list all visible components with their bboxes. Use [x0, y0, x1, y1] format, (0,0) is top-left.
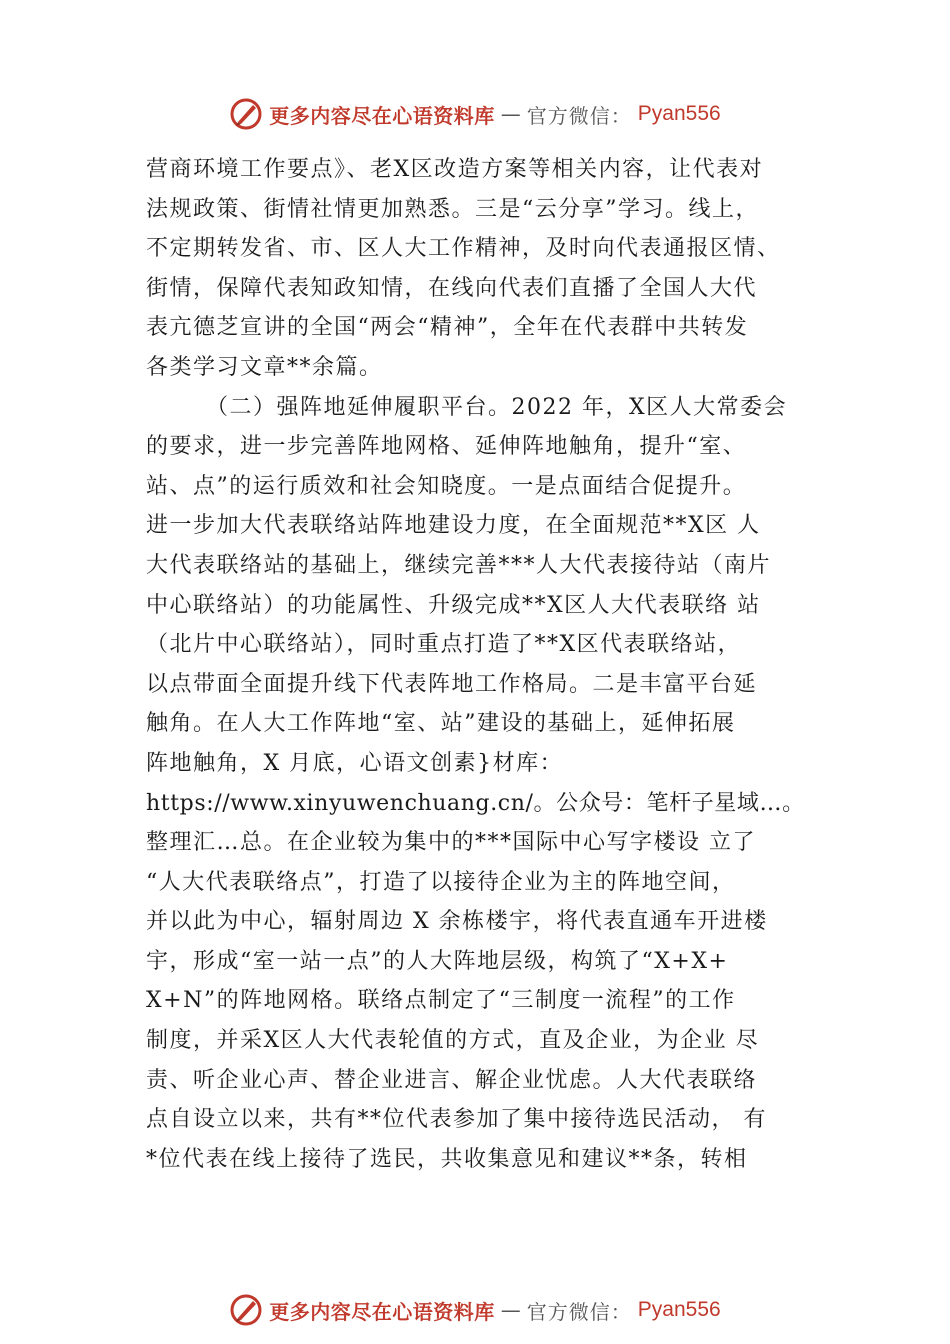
- brand-logo-icon: [229, 1293, 263, 1327]
- body-line: 大代表联络站的基础上，继续完善***人大代表接待站（南片: [146, 552, 772, 578]
- banner-dash: —: [500, 1298, 521, 1322]
- body-line: 中心联络站）的功能属性、升级完成**X区人大代表联络 站: [146, 592, 761, 618]
- body-line: X+N”的阵地网格。联络点制定了“三制度一流程”的工作: [146, 988, 736, 1014]
- body-line: 宇，形成“室一站一点”的人大阵地层级，构筑了“X+X+: [146, 948, 729, 974]
- footer-banner: [0, 1290, 950, 1330]
- body-line: 整理汇…总。在企业较为集中的***国际中心写字楼设 立了: [146, 830, 756, 856]
- body-line: 各类学习文章**余篇。: [146, 354, 383, 380]
- body-line: 站、点”的运行质效和社会知晓度。一是点面结合促提升。: [146, 473, 747, 499]
- banner-official-label: 官方微信：: [526, 1299, 632, 1324]
- banner-wechat-id: Pyan556: [637, 1298, 721, 1321]
- banner-official-label: 官方微信：: [526, 103, 632, 128]
- header-banner: [0, 94, 950, 134]
- body-line: 的要求，进一步完善阵地网格、延伸阵地触角，提升“室、: [146, 434, 747, 460]
- body-line: “人大代表联络点”，打造了以接待企业为主的阵地空间，: [146, 869, 736, 895]
- section-heading-line: （二）强阵地延伸履职平台。2022 年，X区人大常委会: [206, 394, 788, 420]
- document-body: [146, 150, 826, 1179]
- body-line: 以点带面全面提升线下代表阵地工作格局。二是丰富平台延: [146, 671, 758, 697]
- banner-wechat-id: Pyan556: [637, 102, 721, 125]
- body-line: *位代表在线上接待了选民，共收集意见和建议**条，转相: [146, 1146, 748, 1172]
- banner-brand-text: 更多内容尽在心语资料库: [269, 1299, 495, 1324]
- body-line: 法规政策、街情社情更加熟悉。三是“云分享”学习。线上，: [146, 196, 759, 222]
- banner-dash: —: [500, 102, 521, 126]
- body-line: （北片中心联络站），同时重点打造了**X区代表联络站，: [146, 632, 742, 658]
- brand-logo-icon: [229, 97, 263, 131]
- body-line: 街情，保障代表知政知情，在线向代表们直播了全国人大代: [146, 275, 758, 301]
- body-line: 进一步加大代表联络站阵地建设力度，在全面规范**X区 人: [146, 513, 761, 539]
- body-line: 阵地触角，X 月底，心语文创素}材库：: [146, 750, 564, 776]
- body-line: 责、听企业心声、替企业进言、解企业忧虑。人大代表联络: [146, 1067, 758, 1093]
- body-line: 营商环境工作要点》、老X区改造方案等相关内容，让代表对: [146, 157, 764, 182]
- url-line: https://www.xinyuwenchuang.cn/。公众号：笔杆子星域…。: [146, 790, 805, 816]
- banner-brand-text: 更多内容尽在心语资料库: [269, 103, 495, 128]
- body-line: 点自设立以来，共有**位代表参加了集中接待选民活动， 有: [146, 1107, 767, 1133]
- body-line: 制度，并采X区人大代表轮值的方式，直及企业，为企业 尽: [146, 1028, 760, 1054]
- body-line: 表亢德芝宣讲的全国“两会“精神”，全年在代表群中共转发: [146, 315, 749, 341]
- body-line: 触角。在人大工作阵地“室、站”建设的基础上，延伸拓展: [146, 711, 736, 737]
- body-line: 不定期转发省、市、区人大工作精神，及时向代表通报区情、: [146, 236, 781, 262]
- body-line: 并以此为中心，辐射周边 X 余栋楼宇，将代表直通车开进楼: [146, 909, 768, 935]
